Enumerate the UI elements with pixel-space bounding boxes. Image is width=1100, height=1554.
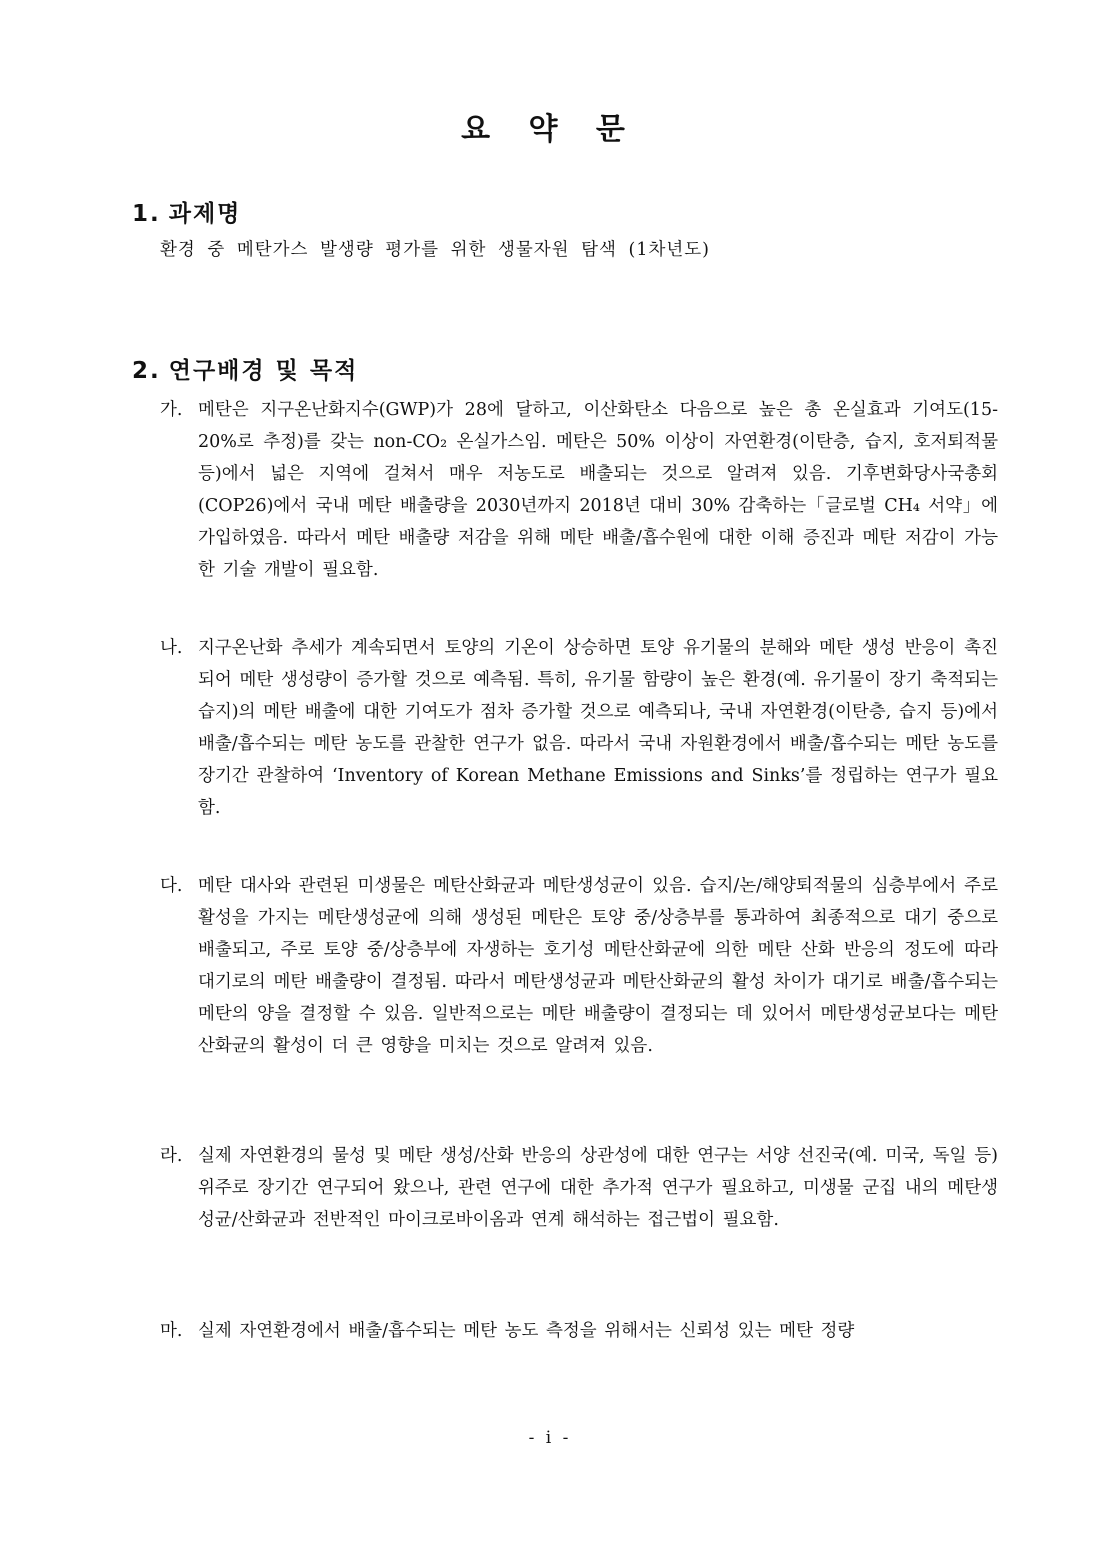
paragraph-ra — [160, 1140, 998, 1236]
section-number: 1. — [132, 201, 161, 227]
paragraph-label: 가. — [160, 400, 183, 420]
project-name-text: 환경 중 메탄가스 발생량 평가를 위한 생물자원 탐색 (1차년도) — [160, 240, 711, 260]
paragraph-ma — [160, 1315, 998, 1347]
paragraph-text: 실제 자연환경에서 배출/흡수되는 메탄 농도 측정을 위해서는 신뢰성 있는 메탄 정량 — [198, 1321, 855, 1341]
section-title: 과제명 — [168, 201, 242, 227]
section-heading-project-title — [132, 195, 241, 228]
paragraph-text: 지구온난화 추세가 계속되면서 토양의 기온이 상승하면 토양 유기물의 분해와 메탄 생성 반응이 촉진되어 메탄 생성량이 증가할 것으로 예측됨. 특히, 유기물 함량이 높은 환경(예. 유기물이 장기 축적되는 습지)의 메탄 배출에 대한 기여도가 점차 증가할 것으로 예측되나, 국내 자연환경(이탄층, 습지 등)에서 배출/흡수되는 메탄 농도를 관찰한 연구가 없음. 따라서 국내 자원환경에서 배출/흡수되는 메탄 농도를 장기간 관찰하여 ‘Inventory of Korean Methane Emissions and Sinks’를 정립하는 연구가 필요함. — [198, 638, 998, 818]
paragraph-text: 메탄은 지구온난화지수(GWP)가 28에 달하고, 이산화탄소 다음으로 높은 총 온실효과 기여도(15-20%로 추정)를 갖는 non-CO₂ 온실가스임. 메탄은 50% 이상이 자연환경(이탄층, 습지, 호저퇴적물 등)에서 넓은 지역에 걸쳐서 매우 저농도로 배출되는 것으로 알려져 있음. 기후변화당사국총회(COP26)에서 국내 메탄 배출량을 2030년까지 2018년 대비 30% 감축하는「글로벌 CH₄ 서약」에 가입하였음. 따라서 메탄 배출량 저감을 위해 메탄 배출/흡수원에 대한 이해 증진과 메탄 저감이 가능한 기술 개발이 필요함. — [198, 400, 998, 580]
page-number: - i - — [528, 1428, 572, 1448]
paragraph-label: 라. — [160, 1146, 183, 1166]
paragraph-na — [160, 632, 998, 824]
paragraph-label: 다. — [160, 876, 183, 896]
section-title: 연구배경 및 목적 — [168, 358, 359, 384]
section-heading-background — [132, 352, 358, 385]
section-number: 2. — [132, 358, 161, 384]
page-title: 요 약 문 — [461, 112, 639, 147]
paragraph-text: 실제 자연환경의 물성 및 메탄 생성/산화 반응의 상관성에 대한 연구는 서양 선진국(예. 미국, 독일 등) 위주로 장기간 연구되어 왔으나, 관련 연구에 대한 추가적 연구가 필요하고, 미생물 군집 내의 메탄생성균/산화균과 전반적인 마이크로바이옴과 연계 해석하는 접근법이 필요함. — [198, 1146, 998, 1230]
paragraph-text: 메탄 대사와 관련된 미생물은 메탄산화균과 메탄생성균이 있음. 습지/논/해양퇴적물의 심층부에서 주로 활성을 가지는 메탄생성균에 의해 생성된 메탄은 토양 중/상층부를 통과하여 최종적으로 대기 중으로 배출되고, 주로 토양 중/상층부에 자생하는 호기성 메탄산화균에 의한 메탄 산화 반응의 정도에 따라 대기로의 메탄 배출량이 결정됨. 따라서 메탄생성균과 메탄산화균의 활성 차이가 대기로 배출/흡수되는 메탄의 양을 결정할 수 있음. 일반적으로는 메탄 배출량이 결정되는 데 있어서 메탄생성균보다는 메탄산화균의 활성이 더 큰 영향을 미치는 것으로 알려져 있음. — [198, 876, 998, 1056]
paragraph-label: 나. — [160, 638, 183, 658]
paragraph-da — [160, 870, 998, 1062]
paragraph-label: 마. — [160, 1321, 183, 1341]
paragraph-ga — [160, 394, 998, 586]
